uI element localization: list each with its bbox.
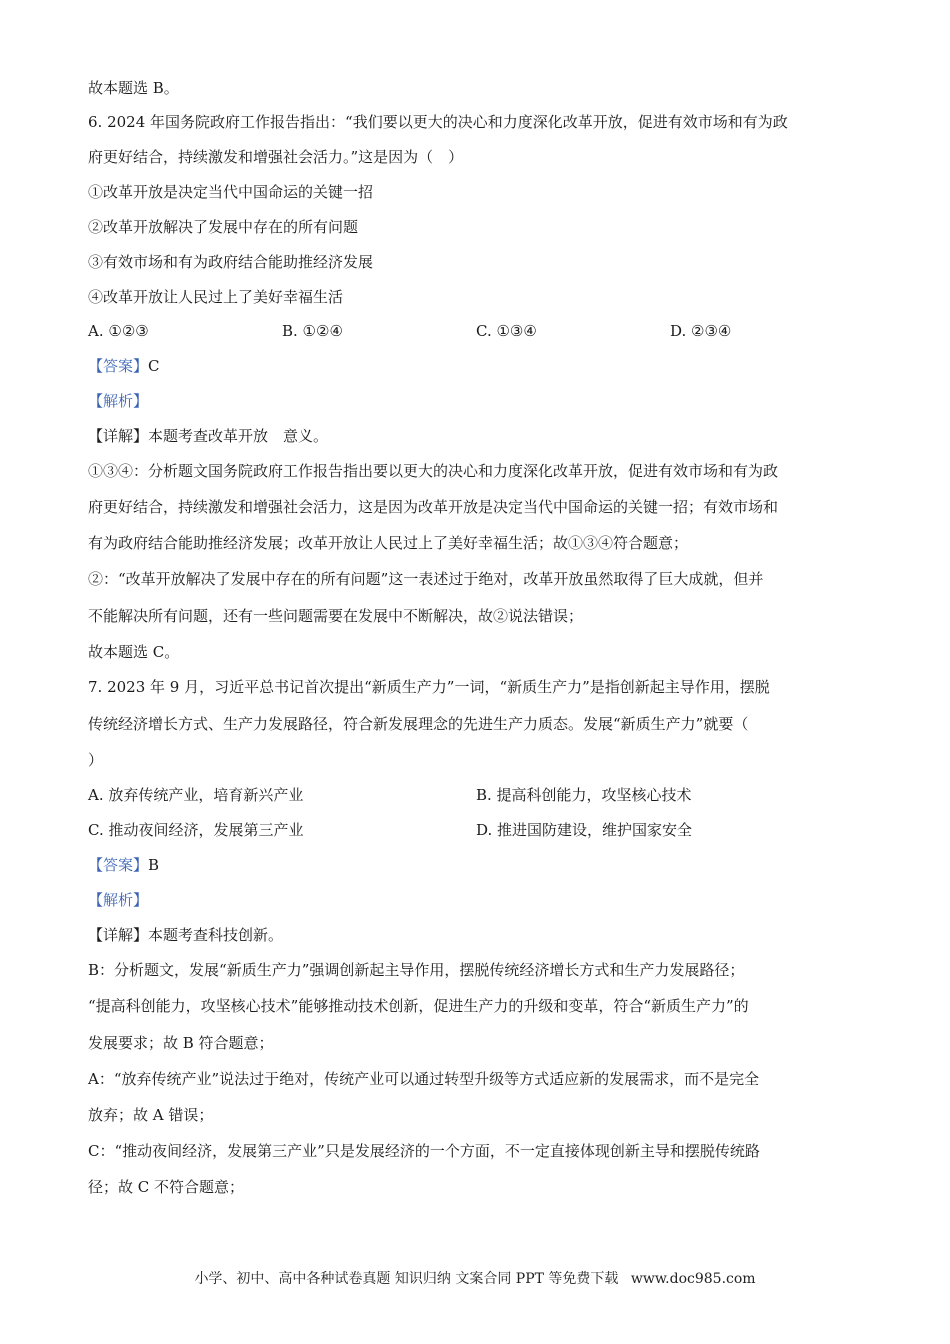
q7-explain-line-1: B：分析题文，发展“新质生产力”强调创新起主导作用，摆脱传统经济增长方式和生产力发展路径； <box>88 961 745 979</box>
q6-item-2: ②改革开放解决了发展中存在的所有问题 <box>88 218 359 236</box>
q7-detail-row <box>88 925 283 945</box>
footer-url[interactable]: www.doc985.com <box>630 1271 756 1287</box>
q6-detail-text: 本题考查改革开放 意义。 <box>148 427 329 445</box>
q6-answer-value: C <box>148 357 160 375</box>
q6-explain-line-2: 府更好结合，持续激发和增强社会活力，这是因为改革开放是决定当代中国命运的关键一招；有效市场和 <box>88 498 779 516</box>
q6-option-c: C. ①③④ <box>476 322 537 340</box>
q6-explain-line-3: 有为政府结合能助推经济发展；改革开放让人民过上了美好幸福生活；故①③④符合题意； <box>88 534 689 552</box>
q7-option-b: B. 提高科创能力，攻坚核心技术 <box>476 786 692 804</box>
q7-answer-value: B <box>148 856 160 874</box>
q6-item-1: ①改革开放是决定当代中国命运的关键一招 <box>88 183 374 201</box>
q7-answer-row <box>88 855 159 875</box>
q7-answer-tag: 【答案】 <box>88 856 149 874</box>
q6-conclusion: 故本题选 C。 <box>88 643 180 661</box>
q6-item-3: ③有效市场和有为政府结合能助推经济发展 <box>88 253 374 271</box>
q6-answer-row <box>88 356 160 376</box>
q7-explain-line-6: C：“推动夜间经济，发展第三产业”只是发展经济的一个方面，不一定直接体现创新主导和摆脱传统路 <box>88 1142 760 1160</box>
page-footer <box>0 1269 950 1289</box>
q6-stem-line-1: 6. 2024 年国务院政府工作报告指出：“我们要以更大的决心和力度深化改革开放，促进有效市场和有为政 <box>88 113 788 131</box>
q7-explain-line-5: 放弃；故 A 错误； <box>88 1106 214 1124</box>
q6-option-b: B. ①②④ <box>282 322 343 340</box>
q6-option-d: D. ②③④ <box>670 322 732 340</box>
q6-stem-line-2: 府更好结合，持续激发和增强社会活力。”这是因为（ ） <box>88 148 464 166</box>
q6-analysis-tag: 【解析】 <box>88 392 149 410</box>
q7-explain-line-3: 发展要求；故 B 符合题意； <box>88 1034 274 1052</box>
q7-option-c: C. 推动夜间经济，发展第三产业 <box>88 821 304 839</box>
q7-explain-line-2: “提高科创能力，攻坚核心技术”能够推动技术创新，促进生产力的升级和变革，符合“新质生产力”的 <box>88 997 749 1015</box>
q7-explain-line-4: A：“放弃传统产业”说法过于绝对，传统产业可以通过转型升级等方式适应新的发展需求，而不是完全 <box>88 1070 760 1088</box>
footer-text: 小学、初中、高中各种试卷真题 知识归纳 文案合同 PPT 等免费下载 <box>194 1271 619 1287</box>
q6-detail-tag: 【详解】 <box>88 427 149 445</box>
q7-detail-text: 本题考查科技创新。 <box>148 926 284 944</box>
q6-answer-tag: 【答案】 <box>88 357 149 375</box>
q6-item-4: ④改革开放让人民过上了美好幸福生活 <box>88 288 344 306</box>
q6-explain-line-5: 不能解决所有问题，还有一些问题需要在发展中不断解决，故②说法错误； <box>88 607 584 625</box>
q7-stem-line-2: 传统经济增长方式、生产力发展路径，符合新发展理念的先进生产力质态。发展“新质生产力”就要（ <box>88 715 749 733</box>
q7-explain-line-7: 径；故 C 不符合题意； <box>88 1178 245 1196</box>
q6-option-a: A. ①②③ <box>88 322 149 340</box>
q7-option-a: A. 放弃传统产业，培育新兴产业 <box>88 786 304 804</box>
prev-conclusion: 故本题选 B。 <box>88 79 179 97</box>
q6-explain-line-1: ①③④：分析题文国务院政府工作报告指出要以更大的决心和力度深化改革开放，促进有效市场和有为政 <box>88 462 779 480</box>
q7-analysis-tag: 【解析】 <box>88 891 149 909</box>
q7-option-d: D. 推进国防建设，维护国家安全 <box>476 821 693 839</box>
q7-detail-tag: 【详解】 <box>88 926 149 944</box>
q7-stem-line-3: ） <box>88 751 104 769</box>
q7-stem-line-1: 7. 2023 年 9 月，习近平总书记首次提出“新质生产力”一词，“新质生产力”是指创新起主导作用，摆脱 <box>88 678 770 696</box>
q6-explain-line-4: ②：“改革开放解决了发展中存在的所有问题”这一表述过于绝对，改革开放虽然取得了巨大成就，但并 <box>88 570 764 588</box>
q6-detail-row <box>88 426 328 446</box>
